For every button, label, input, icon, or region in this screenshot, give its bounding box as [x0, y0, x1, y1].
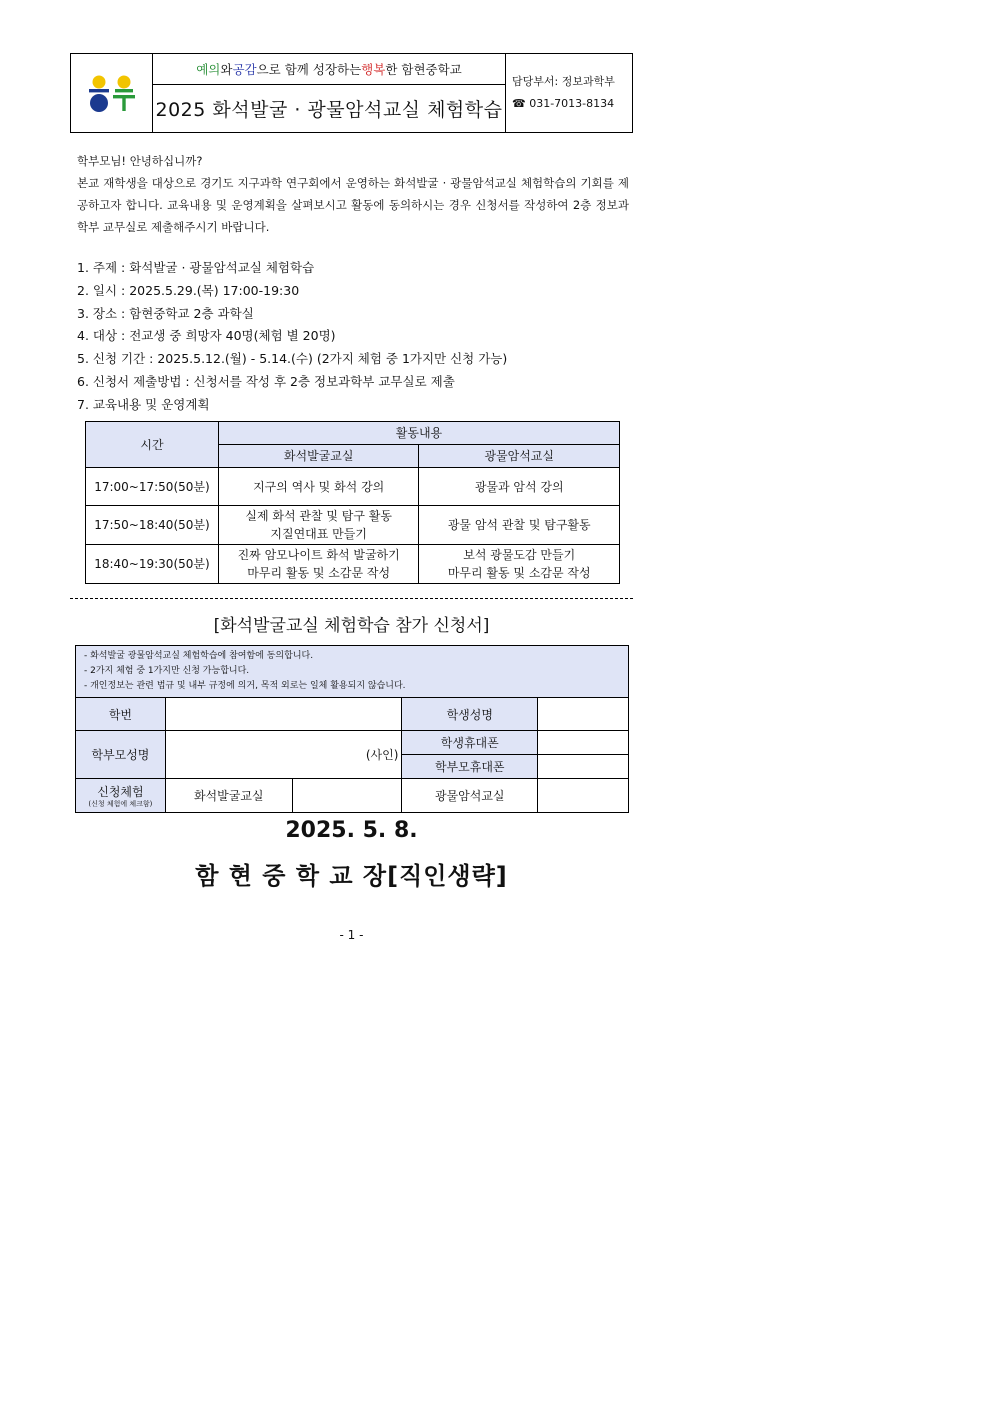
list-item: 7. 교육내용 및 운영계획 — [77, 396, 210, 412]
document-title: 2025 화석발굴 · 광물암석교실 체험학습 — [155, 99, 503, 121]
student-id-label: 학번 — [76, 698, 166, 731]
mineral-option-checkbox[interactable] — [538, 779, 629, 813]
list-item: 1. 주제 : 화석발굴 · 광물암석교실 체험학습 — [77, 260, 315, 275]
student-name-field[interactable] — [538, 698, 629, 731]
application-form — [75, 645, 629, 813]
list-item: 6. 신청서 제출방법 : 신청서를 작성 후 2층 정보과학부 교무실로 제출 — [77, 373, 455, 389]
parent-phone-label: 학부모휴대폰 — [402, 755, 538, 779]
student-phone-label: 학생휴대폰 — [402, 731, 538, 755]
table-row: 18:40~19:30(50분) 진짜 암모나이트 화석 발굴하기 마무리 활동 및 소감문 작성 보석 광물도감 만들기 마무리 활동 및 소감문 작성 — [86, 545, 620, 584]
sign-label: (사인) — [365, 748, 399, 762]
student-phone-field[interactable] — [538, 731, 629, 755]
consent-notes: - 화석발굴 광물암석교실 체험학습에 참여함에 동의합니다. - 2가지 체험 중 1가지만 신청 가능합니다. - 개인정보는 관련 법규 및 내부 규정에 의거, 목적 외로는 일체 활용되지 않습니다. — [76, 646, 629, 698]
table-row: 17:00~17:50(50분) 지구의 역사 및 화석 강의 광물과 암석 강의 — [86, 468, 620, 506]
list-item: 5. 신청 기간 : 2025.5.12.(월) - 5.14.(수) (2가지 체험 중 1가지만 신청 가능) — [77, 351, 508, 367]
mineral-option-label: 광물암석교실 — [402, 779, 538, 813]
activity-header: 활동내용 — [218, 422, 619, 445]
principal-signature: 함 현 중 학 교 장[직인생략] — [195, 862, 508, 890]
parent-name-label: 학부모성명 — [76, 731, 166, 779]
parent-phone-field[interactable] — [538, 755, 629, 779]
header-box — [70, 53, 633, 133]
issue-date: 2025. 5. 8. — [285, 818, 418, 843]
intro-body: 본교 재학생을 대상으로 경기도 지구과학 연구회에서 운영하는 화석발굴 · 광물암석교실 체험학습의 기회를 제공하고자 합니다. 교육내용 및 운영계획을 살펴보시고 활동에 동의하시는 경우 신청서를 작성하여 2층 정보과학부 교무실로 제출해주시기 바랍니다. — [77, 176, 629, 234]
details-list — [77, 257, 637, 417]
list-item: 2. 일시 : 2025.5.29.(목) 17:00-19:30 — [77, 282, 300, 298]
intro-text — [77, 150, 629, 238]
table-row: 17:50~18:40(50분) 실제 화석 관찰 및 탐구 활동 지질연대표 만들기 광물 암석 관찰 및 탐구활동 — [86, 506, 620, 545]
form-title: [화석발굴교실 체험학습 참가 신청서] — [213, 616, 490, 636]
parent-name-field[interactable] — [165, 731, 402, 779]
list-item: 3. 장소 : 함현중학교 2층 과학실 — [77, 305, 254, 321]
mineral-class-header: 광물암석교실 — [419, 445, 620, 468]
greeting: 학부모님! 안녕하십니까? — [77, 154, 203, 168]
school-slogan: 예의 와 공감 으로 함께 성장하는 행복 한 함현중학교 — [153, 54, 505, 85]
apply-label: 신청체험 (신청 체험에 체크함) — [76, 779, 166, 813]
student-id-field[interactable] — [165, 698, 402, 731]
fossil-option-checkbox[interactable] — [292, 779, 402, 813]
schedule-table — [85, 421, 620, 584]
list-item: 4. 대상 : 전교생 중 희망자 40명(체험 별 20명) — [77, 328, 336, 344]
time-header: 시간 — [86, 422, 219, 468]
department-label: 담당부서: 정보과학부 — [512, 75, 615, 88]
fossil-class-header: 화석발굴교실 — [218, 445, 419, 468]
cut-line — [70, 598, 633, 599]
phone-number: ☎ 031-7013-8134 — [512, 97, 615, 110]
fossil-option-label: 화석발굴교실 — [165, 779, 292, 813]
page-number: - 1 - — [339, 928, 364, 942]
school-logo — [71, 54, 153, 132]
student-name-label: 학생성명 — [402, 698, 538, 731]
